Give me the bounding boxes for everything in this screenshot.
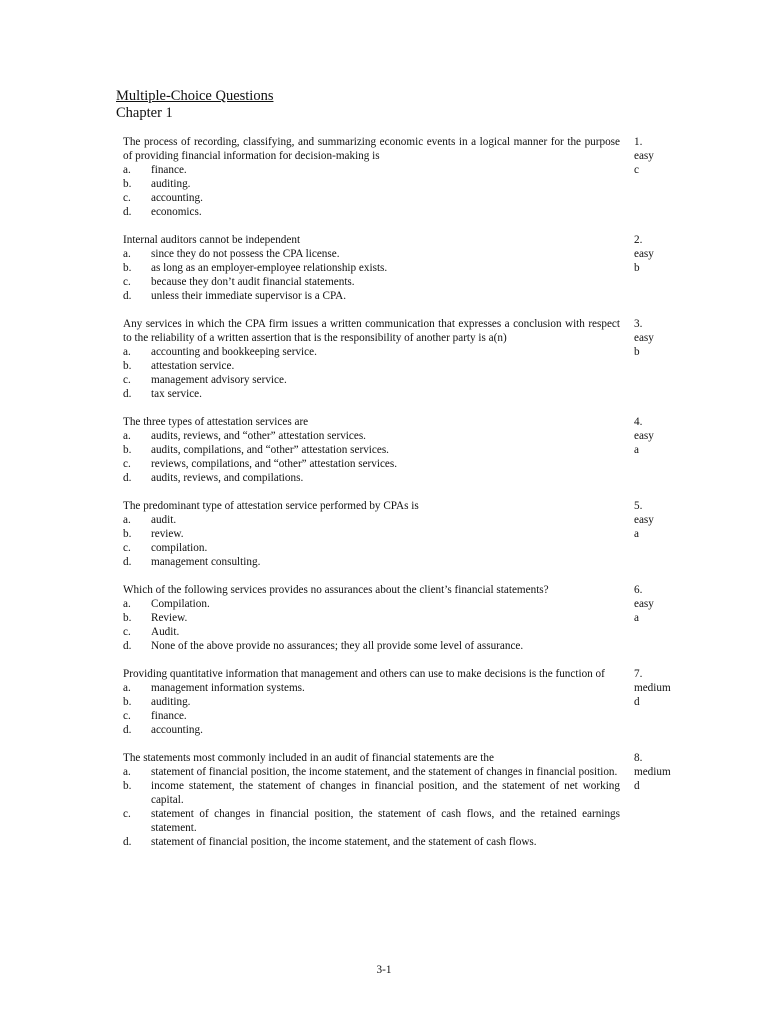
option-letter: b. <box>123 780 132 792</box>
option-text: statement of financial position, the income statement, and the statement of cash flows. <box>151 836 537 848</box>
option-letter: a. <box>123 164 131 176</box>
answer-key: d <box>634 696 640 708</box>
answer-option-c <box>123 191 620 205</box>
option-text: statement of changes in financial position, the statement of cash flows, and the retained earnings statement. <box>151 808 620 834</box>
question-meta <box>634 317 689 359</box>
question-1 <box>123 135 683 219</box>
question-number: 2. <box>634 234 643 246</box>
answer-key: b <box>634 346 640 358</box>
option-text: statement of financial position, the income statement, and the statement of changes in financial position. <box>151 766 618 778</box>
answer-option-a <box>123 765 620 779</box>
option-text: finance. <box>151 164 187 176</box>
option-text: accounting and bookkeeping service. <box>151 346 317 358</box>
answer-option-d <box>123 639 620 653</box>
option-text: None of the above provide no assurances; they all provide some level of assurance. <box>151 640 524 652</box>
option-letter: d. <box>123 724 132 736</box>
option-letter: a. <box>123 766 131 778</box>
answer-key: a <box>634 612 639 624</box>
question-2 <box>123 233 683 303</box>
option-letter: c. <box>123 710 131 722</box>
question-meta <box>634 233 689 275</box>
answer-option-d <box>123 471 620 485</box>
answer-option-b <box>123 611 620 625</box>
question-number: 8. <box>634 752 643 764</box>
question-number: 7. <box>634 668 643 680</box>
option-letter: c. <box>123 626 131 638</box>
option-text: because they don’t audit financial statements. <box>151 276 355 288</box>
answer-option-c <box>123 709 620 723</box>
option-letter: a. <box>123 682 131 694</box>
answer-option-c <box>123 625 620 639</box>
chapter-label: Chapter 1 <box>116 105 173 121</box>
option-text: auditing. <box>151 696 191 708</box>
question-meta <box>634 415 689 457</box>
question-number: 5. <box>634 500 643 512</box>
option-text: Audit. <box>151 626 180 638</box>
option-letter: c. <box>123 808 131 820</box>
question-meta <box>634 135 689 177</box>
option-letter: d. <box>123 836 132 848</box>
option-text: attestation service. <box>151 360 235 372</box>
answer-option-c <box>123 457 620 471</box>
option-letter: c. <box>123 542 131 554</box>
answer-option-a <box>123 681 620 695</box>
answer-option-b <box>123 359 620 373</box>
answer-option-c <box>123 373 620 387</box>
option-letter: b. <box>123 696 132 708</box>
question-8 <box>123 751 683 849</box>
question-stem: The predominant type of attestation service performed by CPAs is <box>123 500 419 512</box>
option-text: audits, reviews, and compilations. <box>151 472 304 484</box>
answer-option-b <box>123 261 620 275</box>
question-5 <box>123 499 683 569</box>
difficulty-label: medium <box>634 766 671 778</box>
question-stem: The process of recording, classifying, and summarizing economic events in a logical manner for the purpose of providing financial information for decision-making is <box>123 136 620 162</box>
answer-option-d <box>123 205 620 219</box>
option-letter: a. <box>123 514 131 526</box>
option-text: management information systems. <box>151 682 305 694</box>
option-text: Compilation. <box>151 598 210 610</box>
answer-key: c <box>634 164 639 176</box>
question-stem: Which of the following services provides no assurances about the client’s financial statements? <box>123 584 549 596</box>
answer-option-c <box>123 541 620 555</box>
difficulty-label: easy <box>634 430 654 442</box>
page-heading <box>116 88 273 122</box>
question-number: 1. <box>634 136 643 148</box>
answer-option-b <box>123 695 620 709</box>
difficulty-label: easy <box>634 514 654 526</box>
difficulty-label: easy <box>634 332 654 344</box>
option-text: accounting. <box>151 724 203 736</box>
answer-option-a <box>123 345 620 359</box>
answer-option-b <box>123 177 620 191</box>
question-3 <box>123 317 683 401</box>
option-letter: d. <box>123 556 132 568</box>
option-letter: d. <box>123 388 132 400</box>
option-letter: d. <box>123 472 132 484</box>
option-letter: b. <box>123 444 132 456</box>
option-letter: b. <box>123 612 132 624</box>
option-text: management advisory service. <box>151 374 287 386</box>
option-text: audit. <box>151 514 177 526</box>
answer-option-a <box>123 597 620 611</box>
answer-option-a <box>123 247 620 261</box>
option-letter: c. <box>123 192 131 204</box>
answer-option-c <box>123 275 620 289</box>
option-letter: a. <box>123 346 131 358</box>
question-meta <box>634 583 689 625</box>
answer-key: b <box>634 262 640 274</box>
option-letter: c. <box>123 458 131 470</box>
option-letter: b. <box>123 528 132 540</box>
option-text: since they do not possess the CPA license. <box>151 248 340 260</box>
answer-option-d <box>123 289 620 303</box>
option-letter: a. <box>123 430 131 442</box>
question-stem: Internal auditors cannot be independent <box>123 234 301 246</box>
answer-option-d <box>123 387 620 401</box>
section-title: Multiple-Choice Questions <box>116 88 274 104</box>
option-text: review. <box>151 528 184 540</box>
difficulty-label: easy <box>634 598 654 610</box>
answer-option-a <box>123 513 620 527</box>
question-stem: The statements most commonly included in an audit of financial statements are the <box>123 752 494 764</box>
question-meta <box>634 751 689 793</box>
question-stem: Providing quantitative information that management and others can use to make decisions is the function of <box>123 668 605 680</box>
question-meta <box>634 499 689 541</box>
option-text: audits, compilations, and “other” attestation services. <box>151 444 389 456</box>
answer-option-c <box>123 807 620 835</box>
question-7 <box>123 667 683 737</box>
option-text: as long as an employer-employee relationship exists. <box>151 262 388 274</box>
question-6 <box>123 583 683 653</box>
question-meta <box>634 667 689 709</box>
difficulty-label: medium <box>634 682 671 694</box>
answer-option-a <box>123 429 620 443</box>
option-text: income statement, the statement of changes in financial position, and the statement of net working capital. <box>151 780 620 806</box>
option-letter: d. <box>123 206 132 218</box>
answer-key: a <box>634 444 639 456</box>
option-letter: d. <box>123 640 132 652</box>
answer-option-b <box>123 443 620 457</box>
question-4 <box>123 415 683 485</box>
option-letter: b. <box>123 360 132 372</box>
option-text: Review. <box>151 612 188 624</box>
page-number: 3-1 <box>376 964 392 976</box>
option-text: auditing. <box>151 178 191 190</box>
answer-option-d <box>123 555 620 569</box>
option-text: economics. <box>151 206 202 218</box>
question-number: 3. <box>634 318 643 330</box>
question-list <box>123 135 683 849</box>
option-letter: a. <box>123 598 131 610</box>
option-text: reviews, compilations, and “other” attestation services. <box>151 458 398 470</box>
answer-key: a <box>634 528 639 540</box>
option-letter: b. <box>123 178 132 190</box>
option-letter: c. <box>123 276 131 288</box>
option-letter: b. <box>123 262 132 274</box>
question-number: 4. <box>634 416 643 428</box>
option-text: management consulting. <box>151 556 261 568</box>
answer-option-a <box>123 163 620 177</box>
option-text: tax service. <box>151 388 202 400</box>
answer-option-d <box>123 723 620 737</box>
option-text: compilation. <box>151 542 208 554</box>
option-letter: d. <box>123 290 132 302</box>
difficulty-label: easy <box>634 248 654 260</box>
answer-key: d <box>634 780 640 792</box>
option-letter: c. <box>123 374 131 386</box>
question-stem: The three types of attestation services are <box>123 416 309 428</box>
difficulty-label: easy <box>634 150 654 162</box>
option-text: finance. <box>151 710 187 722</box>
question-number: 6. <box>634 584 643 596</box>
option-text: accounting. <box>151 192 203 204</box>
answer-option-d <box>123 835 620 849</box>
answer-option-b <box>123 527 620 541</box>
question-stem: Any services in which the CPA firm issues a written communication that expresses a conclusion with respect to the reliability of a written assertion that is the responsibility of another party is a(n) <box>123 318 620 344</box>
option-text: unless their immediate supervisor is a CPA. <box>151 290 347 302</box>
option-text: audits, reviews, and “other” attestation services. <box>151 430 366 442</box>
answer-option-b <box>123 779 620 807</box>
option-letter: a. <box>123 248 131 260</box>
